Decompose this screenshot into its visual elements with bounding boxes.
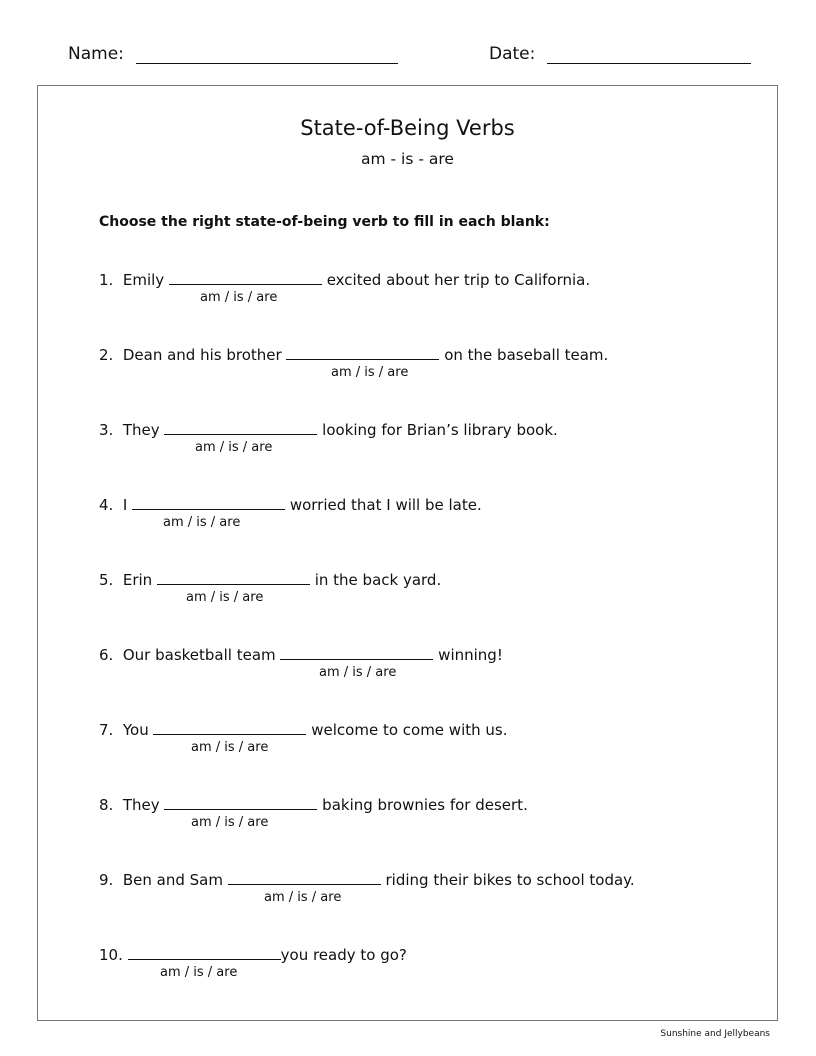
answer-blank[interactable]	[228, 870, 381, 885]
question-text-before: They	[122, 796, 165, 814]
question-text-after: welcome to come with us.	[306, 721, 508, 739]
answer-blank[interactable]	[153, 720, 306, 735]
question-text-after: worried that I will be late.	[285, 496, 482, 514]
question-text-before: I	[122, 496, 133, 514]
question-sentence	[99, 420, 558, 439]
date-label: Date:	[489, 44, 536, 64]
answer-blank[interactable]	[164, 420, 317, 435]
question-item	[99, 495, 759, 535]
worksheet-subtitle: am - is - are	[361, 150, 454, 168]
answer-blank[interactable]	[280, 645, 433, 660]
question-text-before: You	[122, 721, 154, 739]
question-text-after: on the baseball team.	[439, 346, 609, 364]
answer-blank[interactable]	[128, 945, 281, 960]
question-number: 3.	[99, 421, 114, 439]
question-item	[99, 570, 759, 610]
name-line[interactable]	[136, 45, 398, 64]
question-text-after: in the back yard.	[309, 571, 442, 589]
answer-blank[interactable]	[157, 570, 310, 585]
footer-credit: Sunshine and Jellybeans	[660, 1029, 770, 1039]
verb-options: am / is / are	[195, 440, 273, 455]
question-item	[99, 420, 759, 460]
name-label: Name:	[68, 44, 124, 64]
question-text-after: excited about her trip to California.	[321, 271, 591, 289]
question-item	[99, 870, 759, 910]
worksheet-title: State-of-Being Verbs	[300, 116, 515, 140]
question-number: 4.	[99, 496, 114, 514]
question-sentence	[99, 945, 407, 964]
verb-options: am / is / are	[200, 290, 278, 305]
question-sentence	[99, 870, 635, 889]
question-sentence	[99, 345, 608, 364]
question-number: 8.	[99, 796, 114, 814]
question-text-before: Erin	[122, 571, 157, 589]
date-line[interactable]	[547, 45, 751, 64]
question-number: 1.	[99, 271, 114, 289]
question-number: 5.	[99, 571, 114, 589]
question-number: 9.	[99, 871, 114, 889]
verb-options: am / is / are	[191, 740, 269, 755]
question-number: 2.	[99, 346, 114, 364]
question-item	[99, 720, 759, 760]
worksheet-frame	[37, 85, 778, 1021]
question-text-before: Emily	[122, 271, 169, 289]
verb-options: am / is / are	[264, 890, 342, 905]
question-item	[99, 345, 759, 385]
question-item	[99, 645, 759, 685]
name-field	[68, 44, 398, 64]
verb-options: am / is / are	[319, 665, 397, 680]
question-text-after: riding their bikes to school today.	[380, 871, 635, 889]
question-sentence	[99, 720, 508, 739]
question-text-before: Dean and his brother	[122, 346, 287, 364]
question-text-after: you ready to go?	[280, 946, 407, 964]
worksheet-header	[68, 44, 758, 70]
question-number: 10.	[99, 946, 123, 964]
answer-blank[interactable]	[286, 345, 439, 360]
verb-options: am / is / are	[163, 515, 241, 530]
question-sentence	[99, 270, 590, 289]
question-text-before: They	[122, 421, 165, 439]
answer-blank[interactable]	[169, 270, 322, 285]
instructions: Choose the right state-of-being verb to fill in each blank:	[99, 214, 550, 230]
verb-options: am / is / are	[160, 965, 238, 980]
question-item	[99, 270, 759, 310]
question-text-before: Our basketball team	[122, 646, 281, 664]
question-text-after: baking brownies for desert.	[317, 796, 528, 814]
verb-options: am / is / are	[191, 815, 269, 830]
verb-options: am / is / are	[186, 590, 264, 605]
question-sentence	[99, 570, 441, 589]
date-field	[489, 44, 751, 64]
question-number: 7.	[99, 721, 114, 739]
answer-blank[interactable]	[132, 495, 285, 510]
verb-options: am / is / are	[331, 365, 409, 380]
question-text-after: looking for Brian’s library book.	[317, 421, 558, 439]
question-item	[99, 945, 759, 985]
question-text-before: Ben and Sam	[122, 871, 228, 889]
question-sentence	[99, 795, 528, 814]
question-text-after: winning!	[433, 646, 503, 664]
answer-blank[interactable]	[164, 795, 317, 810]
question-sentence	[99, 495, 482, 514]
question-sentence	[99, 645, 503, 664]
question-item	[99, 795, 759, 835]
question-number: 6.	[99, 646, 114, 664]
